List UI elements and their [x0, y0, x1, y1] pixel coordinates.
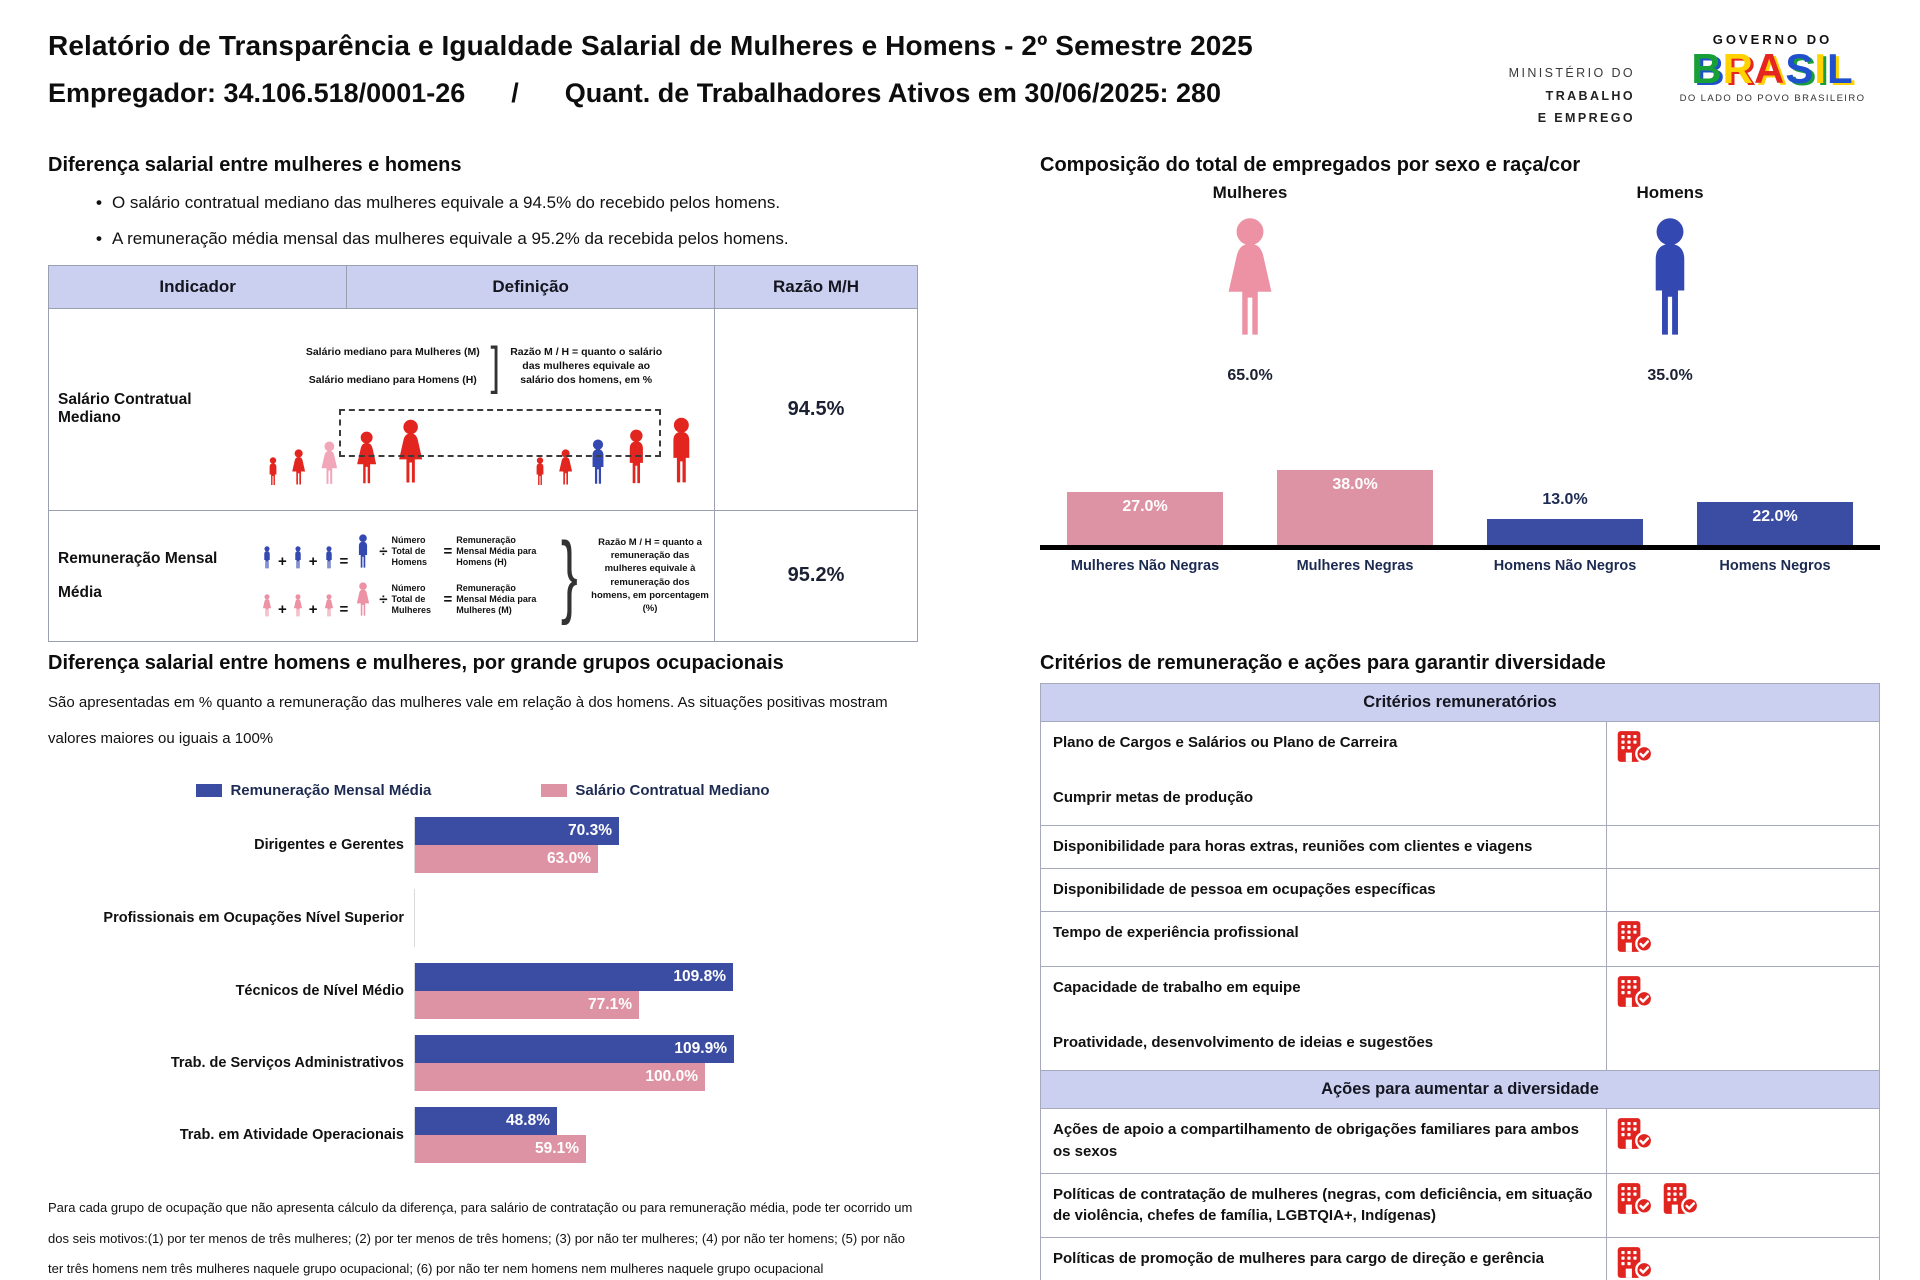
- occupation-footnote: Para cada grupo de ocupação que não apresenta cálculo da diferença, para salário de contratação ou para remuneração média, pode ter ocorrido um dos seis motivos:(1) por ter menos de três mulheres; (2) por ter menos de três homens; (3) por não ter mulheres; (4) por não ter homens; (5) por não ter três homens nem três mulheres naquele grupo ocupacional; (6) por não ter nem homens nem mulheres naquele grupo ocupacional: [48, 1200, 913, 1277]
- report-title: Relatório de Transparência e Igualdade Salarial de Mulheres e Homens - 2º Semestre 2025: [48, 30, 1253, 61]
- criteria-status-cell: [1606, 1109, 1879, 1174]
- composition-bar: [1697, 502, 1853, 545]
- occupation-row: [48, 1107, 918, 1163]
- bar-category-label: Homens Não Negros: [1493, 557, 1637, 574]
- divide-operator: ÷: [379, 591, 388, 608]
- legend-label: Salário Contratual Mediano: [575, 782, 770, 799]
- criteria-text-cell: [1041, 721, 1607, 826]
- active-workers-count: Quant. de Trabalhadores Ativos em 30/06/2025: 280: [564, 78, 1222, 108]
- occupation-label: Dirigentes e Gerentes: [254, 837, 404, 853]
- occupation-label: Trab. em Atividade Operacionais: [179, 1127, 404, 1143]
- men-total-block: [1460, 183, 1880, 385]
- equals-operator: =: [443, 591, 453, 608]
- subtitle-separator: /: [511, 78, 519, 108]
- criteria-row: [1041, 1109, 1880, 1174]
- brasil-logo-letter: L: [1827, 45, 1854, 92]
- criteria-status-cell: [1606, 868, 1879, 911]
- indicator-name: [50, 512, 255, 640]
- criteria-line: Disponibilidade de pessoa em ocupações específicas: [1053, 880, 1436, 898]
- criteria-text-cell: [1041, 911, 1607, 966]
- women-result-text: Remuneração Mensal Média para Mulheres (M): [456, 582, 537, 616]
- contratual-mediano-bar: [415, 845, 598, 873]
- criteria-line: Políticas de promoção de mulheres para cargo de direção e gerência: [1053, 1250, 1545, 1267]
- bar-value-label: 70.3%: [568, 822, 612, 839]
- occupation-row: [48, 963, 918, 1019]
- criteria-section-header: [1041, 683, 1880, 721]
- chart-legend: [48, 782, 918, 799]
- mensal-media-bar: [415, 963, 733, 991]
- report-subtitle: [48, 78, 1253, 109]
- criteria-text-cell: [1041, 826, 1607, 869]
- brasil-logo-letter: B: [1691, 45, 1723, 92]
- male-figure-icon: [530, 457, 550, 487]
- composition-section: [1040, 144, 1880, 642]
- legend-swatch: [541, 784, 567, 797]
- composition-bar-slot: [1460, 490, 1670, 545]
- ministry-line: E EMPREGO: [1537, 111, 1635, 125]
- company-check-icon: [1663, 1182, 1701, 1215]
- population-illustration: [255, 395, 713, 487]
- mean-definition-cell: [49, 510, 715, 641]
- occupation-row: [48, 817, 918, 873]
- criteria-line: Proatividade, desenvolvimento de ideias e sugestões: [1053, 1034, 1434, 1052]
- occupation-label: Trab. de Serviços Administrativos: [170, 1055, 404, 1071]
- criteria-line: Disponibilidade para horas extras, reuniões com clientes e viagens: [1053, 838, 1533, 855]
- criteria-section-header: [1041, 1071, 1880, 1109]
- occupation-gap-section: [48, 642, 918, 1280]
- composition-bar: [1487, 490, 1643, 545]
- brasil-logo-letter: A: [1754, 45, 1786, 92]
- mean-ratio-value: 95.2%: [715, 510, 918, 641]
- occupation-heading: Diferença salarial entre homens e mulheres, por grande grupos ocupacionais: [48, 651, 784, 674]
- median-formula-legend: [255, 331, 713, 395]
- company-check-icon: [1617, 1246, 1655, 1279]
- woman-figure-icon: [1208, 215, 1292, 343]
- plus-operator: +: [308, 600, 318, 618]
- female-figure-icon: [286, 449, 311, 487]
- man-figure-icon: [1628, 215, 1712, 343]
- plus-operator: +: [278, 600, 287, 618]
- company-check-icon: [1617, 1117, 1655, 1150]
- criteria-row: [1041, 826, 1880, 869]
- median-cell-layout: [50, 331, 713, 488]
- occupation-label: Profissionais em Ocupações Nível Superior: [103, 910, 404, 926]
- bar-value-label: 100.0%: [645, 1068, 698, 1085]
- criteria-line: Cumprir metas de produção: [1053, 789, 1254, 807]
- plus-operator: +: [278, 552, 287, 570]
- male-figure-icon: [1628, 217, 1712, 343]
- median-formula-lines: [306, 346, 480, 386]
- formula-stack: [259, 534, 548, 618]
- men-divisor-text: Número Total de Homens: [391, 534, 428, 568]
- male-figure-icon: [351, 534, 375, 570]
- composition-heading: Composição do total de empregados por sexo e raça/cor: [1040, 153, 1581, 176]
- criteria-row: [1041, 1173, 1880, 1238]
- bracket-glyph: ]: [490, 336, 500, 395]
- bar-category-label: Homens Negros: [1719, 557, 1831, 574]
- wage-gap-bullets: [96, 193, 918, 249]
- equals-operator: =: [443, 543, 453, 560]
- indicator-label: Remuneração Mensal: [58, 549, 218, 567]
- male-figure-icon: [290, 546, 306, 570]
- male-figure-icon: [321, 546, 337, 570]
- occupation-bars: [414, 889, 905, 947]
- company-check-icon: [1617, 975, 1655, 1008]
- brasil-logo-letter: S: [1785, 45, 1815, 92]
- criteria-status-cell: [1606, 1238, 1879, 1280]
- mean-diagram: [255, 512, 713, 640]
- logos-block: [1509, 32, 1880, 130]
- company-check-icon: [1617, 1182, 1655, 1215]
- men-percentage: 35.0%: [1647, 366, 1693, 384]
- indicator-label: Média: [58, 583, 102, 601]
- mean-cell-layout: [50, 512, 713, 640]
- bar-value-label: 109.9%: [674, 1040, 727, 1057]
- occupation-chart: [48, 817, 918, 1163]
- women-divisor-text: Número Total de Mulheres: [391, 582, 432, 616]
- plus-operator: +: [308, 552, 318, 570]
- bar-value-label: 48.8%: [506, 1112, 550, 1129]
- bar-category-label: Mulheres Não Negras: [1070, 557, 1220, 574]
- bullet-text: • A remuneração média mensal das mulheres equivale a 95.2% da recebida pelos homens.: [111, 228, 789, 248]
- female-figure-icon: [290, 594, 306, 618]
- col-header-razao: Razão M/H: [715, 265, 918, 308]
- occupation-bars: [414, 1035, 905, 1091]
- median-women-line: Salário mediano para Mulheres (M): [305, 345, 480, 358]
- mensal-media-bar: [415, 817, 619, 845]
- occupation-bars: [414, 963, 905, 1019]
- indicator-table: [48, 265, 918, 642]
- composition-bars: [1040, 463, 1880, 550]
- composition-bar-slot: [1040, 492, 1250, 545]
- criteria-section-title: Critérios remuneratórios: [1041, 683, 1880, 721]
- brace-glyph: }: [561, 523, 579, 626]
- criteria-row: [1041, 966, 1880, 1071]
- criteria-line: Plano de Cargos e Salários ou Plano de Carreira: [1053, 733, 1398, 751]
- criteria-row: [1041, 1238, 1880, 1280]
- report-title-block: [48, 26, 1253, 109]
- criteria-text-cell: [1041, 966, 1607, 1071]
- divide-operator: ÷: [379, 543, 388, 560]
- criteria-status-cell: [1606, 911, 1879, 966]
- col-header-definicao: Definição: [347, 265, 715, 308]
- indicator-label: Salário Contratual Mediano: [58, 390, 192, 426]
- men-figures: [259, 534, 375, 570]
- contratual-mediano-bar: [415, 1063, 705, 1091]
- bar-value-label: 27.0%: [1122, 497, 1168, 515]
- men-average-formula: [259, 534, 548, 570]
- women-percentage: 65.0%: [1227, 366, 1273, 384]
- composition-bar-slot: [1670, 502, 1880, 545]
- gender-totals: [1040, 183, 1880, 385]
- criteria-line: Capacidade de trabalho em equipe: [1053, 978, 1301, 996]
- ministry-logo: [1509, 62, 1635, 130]
- gov-logo-top-text: GOVERNO DO: [1712, 32, 1833, 47]
- wage-gap-bullet: [96, 193, 918, 213]
- male-figure-icon: [658, 417, 705, 487]
- col-header-indicador: Indicador: [49, 265, 347, 308]
- median-diagram: [255, 331, 713, 488]
- criteria-text-cell: [1041, 1109, 1607, 1174]
- wage-gap-section: [48, 144, 918, 642]
- men-result-text: Remuneração Mensal Média para Homens (H): [456, 534, 537, 568]
- bar-value-label: 38.0%: [1332, 475, 1378, 493]
- female-figure-icon: [321, 594, 337, 618]
- male-figure-icon: [259, 546, 275, 570]
- criteria-section: [1040, 642, 1880, 1280]
- ministry-line: MINISTÉRIO DO: [1508, 66, 1635, 80]
- bar-value-label: 59.1%: [535, 1140, 579, 1157]
- gov-logo-slogan: DO LADO DO POVO BRASILEIRO: [1679, 93, 1866, 105]
- company-check-icon: [1617, 920, 1655, 953]
- criteria-row: [1041, 911, 1880, 966]
- legend-swatch: [196, 784, 222, 797]
- company-check-icon: [1617, 730, 1655, 763]
- brasil-logo-letter: R: [1722, 45, 1754, 92]
- bar-value-label: 13.0%: [1542, 490, 1588, 508]
- composition-bar: [1067, 492, 1223, 545]
- occupation-row: [48, 1035, 918, 1091]
- occupation-row: [48, 889, 918, 947]
- female-figure-icon: [351, 582, 375, 618]
- criteria-line: Ações de apoio a compartilhamento de obrigações familiares para ambos os sexos: [1053, 1121, 1579, 1160]
- composition-bar: [1277, 470, 1433, 545]
- median-salary-row: [49, 308, 918, 510]
- wage-gap-heading: Diferença salarial entre mulheres e homens: [48, 153, 462, 176]
- women-total-block: [1040, 183, 1460, 385]
- criteria-table: [1040, 683, 1880, 1280]
- women-average-formula: [259, 582, 548, 618]
- composition-bar-slot: [1250, 470, 1460, 545]
- bar-value-label: 63.0%: [547, 850, 591, 867]
- occupation-bars: [414, 817, 905, 873]
- criteria-status-cell: [1606, 966, 1879, 1071]
- criteria-status-cell: [1606, 1173, 1879, 1238]
- criteria-row: [1041, 721, 1880, 826]
- male-figure-icon: [263, 457, 283, 487]
- governo-brasil-logo: [1665, 32, 1880, 104]
- occupation-label: Técnicos de Nível Médio: [235, 983, 404, 999]
- female-figure-icon: [259, 594, 275, 618]
- criteria-row: [1041, 868, 1880, 911]
- female-figure-icon: [1208, 217, 1292, 343]
- bar-value-label: 22.0%: [1752, 507, 1798, 525]
- mean-remuneration-row: [49, 510, 918, 641]
- median-definition-cell: [49, 308, 715, 510]
- occupation-bars: [414, 1107, 905, 1163]
- men-label: Homens: [1636, 182, 1704, 202]
- legend-item: [196, 782, 431, 799]
- criteria-status-cell: [1606, 826, 1879, 869]
- bar-value-label: 109.8%: [673, 968, 726, 985]
- report-header: [0, 0, 1920, 130]
- indicator-name: [50, 331, 255, 488]
- ministry-line: TRABALHO: [1545, 88, 1635, 103]
- women-label: Mulheres: [1212, 182, 1288, 202]
- criteria-text-cell: [1041, 868, 1607, 911]
- criteria-status-cell: [1606, 721, 1879, 826]
- contratual-mediano-bar: [415, 991, 639, 1019]
- employer-id: Empregador: 34.106.518/0001-26: [48, 78, 466, 108]
- criteria-heading: Critérios de remuneração e ações para garantir diversidade: [1040, 651, 1606, 674]
- mensal-media-bar: [415, 1035, 734, 1063]
- brasil-logo-wordmark: [1665, 47, 1880, 91]
- report-body: [0, 130, 1920, 1280]
- median-ratio-value: 94.5%: [715, 308, 918, 510]
- equals-operator: =: [339, 600, 349, 618]
- median-men-line: Salário mediano para Homens (H): [308, 373, 477, 386]
- composition-category-labels: [1040, 558, 1880, 574]
- wage-gap-bullet: [96, 229, 918, 249]
- comparison-dashed-box: [339, 409, 661, 457]
- mean-formulas: [255, 512, 713, 640]
- median-ratio-note: Razão M / H = quanto o salário das mulheres equivale ao salário dos homens, em %: [510, 345, 663, 387]
- brasil-logo-letter: I: [1814, 45, 1828, 92]
- mean-ratio-note: Razão M / H = quanto a remuneração das mulheres equivale à remuneração dos homens, em porcentagem (%): [591, 536, 709, 615]
- legend-item: [541, 782, 769, 799]
- contratual-mediano-bar: [415, 1135, 586, 1163]
- indicator-table-header-row: [49, 265, 918, 308]
- equals-operator: =: [339, 552, 349, 570]
- criteria-line: Políticas de contratação de mulheres (negras, com deficiência, em situação de violência, chefes de família, LGBTQIA+, Indígenas): [1053, 1185, 1593, 1225]
- occupation-subtitle: São apresentadas em % quanto a remuneração das mulheres vale em relação à dos homens. As situações positivas mostram valores maiores ou iguais a 100%: [48, 693, 888, 748]
- mensal-media-bar: [415, 1107, 557, 1135]
- criteria-text-cell: [1041, 1238, 1607, 1280]
- legend-label: Remuneração Mensal Média: [230, 782, 432, 799]
- criteria-text-cell: [1041, 1173, 1607, 1238]
- criteria-line: Tempo de experiência profissional: [1053, 923, 1299, 941]
- bullet-text: • O salário contratual mediano das mulheres equivale a 94.5% do recebido pelos homens.: [111, 192, 781, 212]
- bar-value-label: 77.1%: [588, 996, 632, 1013]
- bar-category-label: Mulheres Negras: [1296, 557, 1414, 574]
- criteria-section-title: Ações para aumentar a diversidade: [1041, 1071, 1880, 1109]
- women-figures: [259, 582, 375, 618]
- race-composition-chart: [1040, 463, 1880, 574]
